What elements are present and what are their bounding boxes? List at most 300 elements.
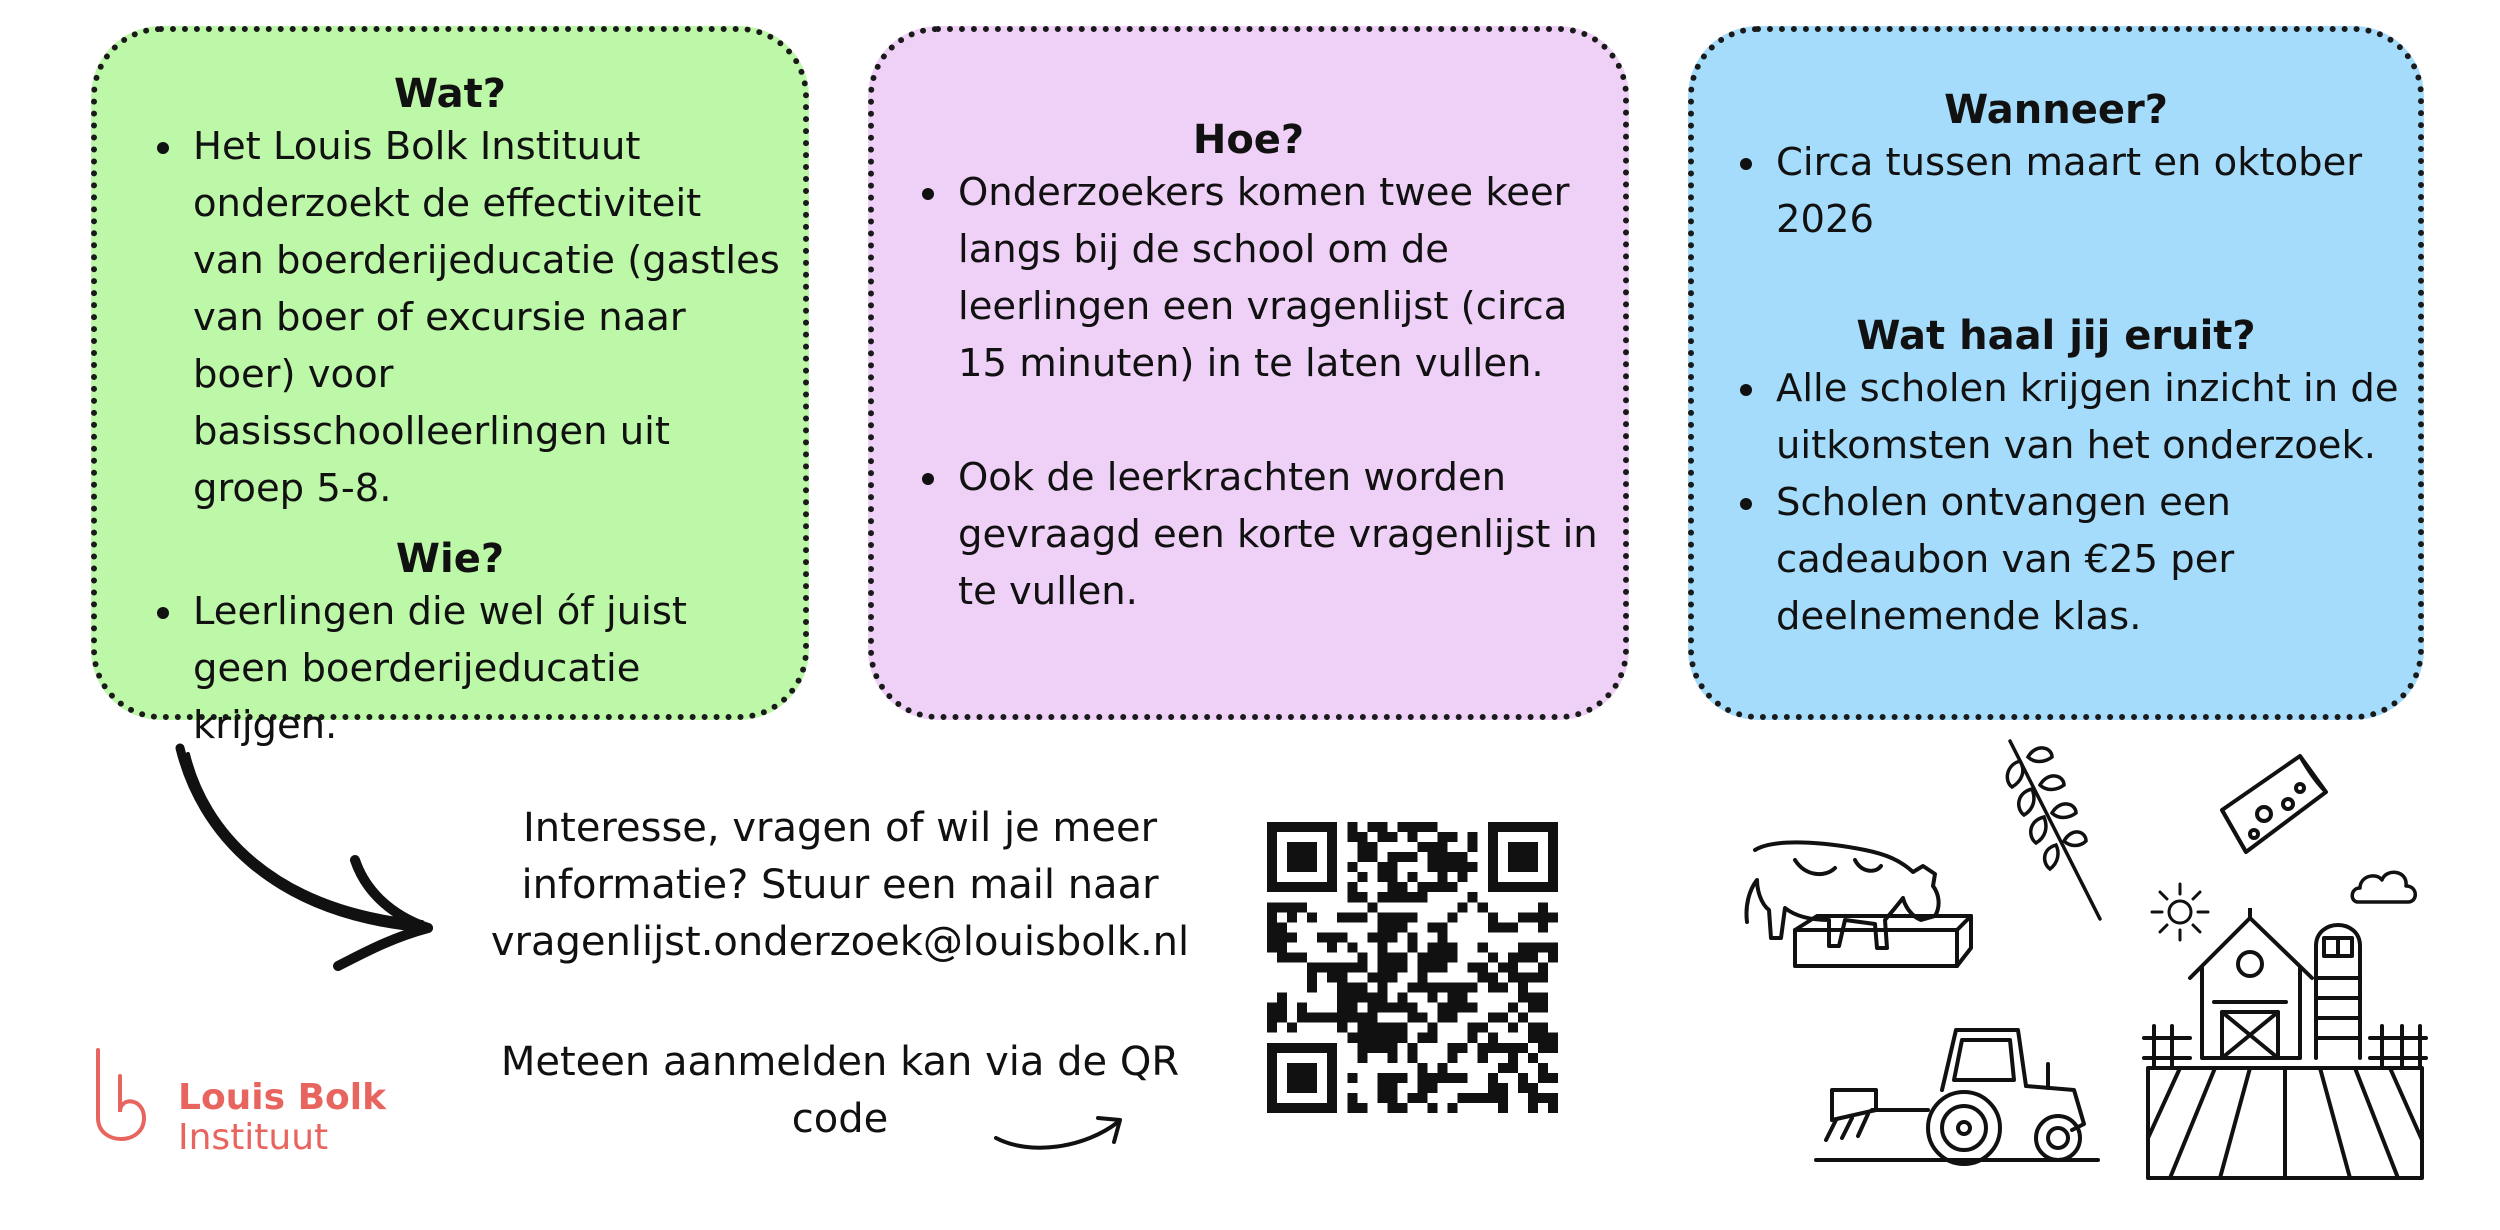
qr-module	[1267, 1103, 1277, 1113]
qr-module	[1448, 1013, 1458, 1023]
qr-module	[1418, 882, 1428, 892]
qr-module	[1498, 1103, 1508, 1113]
qr-module	[1428, 862, 1438, 872]
qr-module	[1538, 942, 1548, 952]
qr-module	[1307, 852, 1317, 862]
qr-module	[1387, 922, 1397, 932]
contact-line-1: Interesse, vragen of wil je meer	[522, 805, 1158, 851]
qr-module	[1377, 872, 1387, 882]
qr-module	[1297, 842, 1307, 852]
qr-module	[1347, 942, 1357, 952]
qr-module	[1518, 882, 1528, 892]
qr-module	[1548, 842, 1558, 852]
qr-module	[1367, 973, 1377, 983]
qr-module	[1287, 882, 1297, 892]
qr-module	[1458, 902, 1468, 912]
list-item: Ook de leerkrachten worden gevraagd een korte vragenlijst in te vullen.	[958, 449, 1603, 620]
qr-module	[1438, 1003, 1448, 1013]
qr-module	[1297, 1103, 1307, 1113]
qr-module	[1347, 822, 1357, 832]
qr-module	[1548, 832, 1558, 842]
qr-module	[1377, 922, 1387, 932]
qr-module	[1488, 1093, 1498, 1103]
qr-module	[1508, 1053, 1518, 1063]
qr-module	[1508, 952, 1518, 962]
qr-module	[1267, 862, 1277, 872]
qr-module	[1297, 1003, 1307, 1013]
qr-module	[1407, 983, 1417, 993]
qr-module	[1267, 852, 1277, 862]
list-item: Scholen ontvangen een cadeaubon van €25 per deelnemende klas.	[1776, 474, 2408, 645]
qr-module	[1357, 1033, 1367, 1043]
qr-module	[1528, 1103, 1538, 1113]
qr-module	[1377, 932, 1387, 942]
qr-module	[1508, 973, 1518, 983]
qr-module	[1468, 983, 1478, 993]
qr-module	[1518, 952, 1528, 962]
qr-module	[1367, 932, 1377, 942]
qr-module	[1337, 912, 1347, 922]
qr-module	[1428, 962, 1438, 972]
qr-module	[1528, 842, 1538, 852]
qr-module	[1448, 1053, 1458, 1063]
qr-module	[1528, 1053, 1538, 1063]
qr-module	[1448, 1043, 1458, 1053]
qr-module	[1367, 852, 1377, 862]
qr-module	[1438, 832, 1448, 842]
heading-wat-haal-jij-eruit: Wat haal jij eruit?	[1856, 313, 2256, 359]
qr-module	[1438, 842, 1448, 852]
qr-module	[1538, 1063, 1548, 1073]
qr-module	[1448, 993, 1458, 1003]
qr-module	[1387, 1093, 1397, 1103]
qr-module	[1347, 832, 1357, 842]
qr-module	[1448, 952, 1458, 962]
qr-module	[1438, 1063, 1448, 1073]
qr-module	[1438, 962, 1448, 972]
qr-code[interactable]	[1267, 822, 1558, 1113]
qr-module	[1438, 862, 1448, 872]
qr-module	[1267, 1013, 1277, 1023]
qr-module	[1267, 922, 1277, 932]
qr-module	[1397, 1073, 1407, 1083]
qr-module	[1538, 882, 1548, 892]
qr-module	[1468, 1093, 1478, 1103]
qr-module	[1307, 1073, 1317, 1083]
qr-module	[1357, 892, 1367, 902]
qr-module	[1478, 902, 1488, 912]
qr-module	[1337, 1003, 1347, 1013]
qr-module	[1418, 983, 1428, 993]
qr-module	[1498, 1093, 1508, 1103]
qr-module	[1448, 983, 1458, 993]
qr-module	[1468, 1033, 1478, 1043]
qr-module	[1297, 902, 1307, 912]
qr-module	[1548, 1093, 1558, 1103]
qr-module	[1317, 962, 1327, 972]
qr-module	[1267, 822, 1277, 832]
qr-module	[1488, 952, 1498, 962]
qr-module	[1307, 1063, 1317, 1073]
qr-module	[1418, 842, 1428, 852]
qr-module	[1538, 902, 1548, 912]
qr-module	[1267, 1043, 1277, 1053]
qr-module	[1347, 862, 1357, 872]
qr-module	[1337, 993, 1347, 1003]
list-wat	[97, 118, 803, 517]
qr-module	[1397, 1103, 1407, 1113]
qr-module	[1387, 973, 1397, 983]
qr-module	[1287, 822, 1297, 832]
qr-module	[1488, 973, 1498, 983]
qr-module	[1508, 1003, 1518, 1013]
qr-module	[1367, 822, 1377, 832]
qr-module	[1528, 862, 1538, 872]
qr-module	[1397, 952, 1407, 962]
qr-module	[1297, 882, 1307, 892]
qr-module	[1528, 852, 1538, 862]
qr-module	[1488, 1013, 1498, 1023]
qr-module	[1327, 852, 1337, 862]
qr-module	[1297, 1013, 1307, 1023]
qr-module	[1538, 1003, 1548, 1013]
qr-module	[1397, 962, 1407, 972]
qr-module	[1387, 952, 1397, 962]
qr-module	[1317, 1043, 1327, 1053]
qr-module	[1337, 983, 1347, 993]
qr-module	[1277, 952, 1287, 962]
qr-module	[1287, 912, 1297, 922]
qr-module	[1357, 983, 1367, 993]
qr-module	[1297, 852, 1307, 862]
qr-module	[1387, 1033, 1397, 1043]
qr-module	[1397, 922, 1407, 932]
qr-module	[1357, 952, 1367, 962]
qr-module	[1277, 882, 1287, 892]
qr-module	[1357, 832, 1367, 842]
qr-module	[1488, 872, 1498, 882]
qr-module	[1307, 973, 1317, 983]
qr-module	[1478, 973, 1488, 983]
qr-module	[1297, 862, 1307, 872]
qr-module	[1448, 882, 1458, 892]
qr-module	[1347, 1073, 1357, 1083]
qr-module	[1508, 1063, 1518, 1073]
qr-module	[1287, 902, 1297, 912]
qr-module	[1287, 1023, 1297, 1033]
qr-module	[1428, 1033, 1438, 1043]
qr-module	[1367, 1013, 1377, 1023]
qr-module	[1387, 862, 1397, 872]
qr-module	[1347, 962, 1357, 972]
qr-module	[1327, 1053, 1337, 1063]
qr-module	[1428, 1103, 1438, 1113]
qr-module	[1387, 852, 1397, 862]
qr-module	[1448, 832, 1458, 842]
qr-module	[1377, 1023, 1387, 1033]
qr-module	[1267, 1083, 1277, 1093]
qr-module	[1287, 1073, 1297, 1083]
qr-module	[1267, 1003, 1277, 1013]
qr-module	[1267, 1063, 1277, 1073]
qr-module	[1428, 842, 1438, 852]
qr-module	[1488, 1083, 1498, 1093]
qr-module	[1317, 882, 1327, 892]
qr-module	[1407, 1053, 1417, 1063]
logo-name-line-2: Instituut	[178, 1117, 329, 1158]
qr-module	[1307, 1043, 1317, 1053]
farm-barn-icon	[2140, 908, 2430, 1188]
qr-module	[1508, 1023, 1518, 1033]
list-item: Alle scholen krijgen inzicht in de uitkomsten van het onderzoek.	[1776, 360, 2408, 474]
qr-module	[1267, 872, 1277, 882]
qr-module	[1428, 993, 1438, 1003]
qr-module	[1508, 962, 1518, 972]
qr-module	[1377, 962, 1387, 972]
qr-module	[1377, 993, 1387, 1003]
qr-module	[1337, 962, 1347, 972]
qr-module	[1438, 983, 1448, 993]
qr-module	[1488, 882, 1498, 892]
qr-module	[1458, 862, 1468, 872]
qr-module	[1438, 922, 1448, 932]
list-wanneer	[1694, 134, 2418, 248]
qr-module	[1377, 1073, 1387, 1083]
qr-module	[1287, 1063, 1297, 1073]
qr-module	[1367, 993, 1377, 1003]
qr-module	[1367, 842, 1377, 852]
qr-module	[1347, 983, 1357, 993]
qr-module	[1287, 862, 1297, 872]
qr-module	[1267, 882, 1277, 892]
qr-module	[1407, 912, 1417, 922]
qr-module	[1387, 1053, 1397, 1063]
qr-module	[1508, 842, 1518, 852]
qr-module	[1528, 1003, 1538, 1013]
qr-module	[1377, 832, 1387, 842]
qr-module	[1448, 1003, 1458, 1013]
qr-module	[1347, 1033, 1357, 1043]
qr-module	[1287, 1103, 1297, 1113]
qr-module	[1317, 822, 1327, 832]
qr-module	[1468, 842, 1478, 852]
qr-module	[1277, 1043, 1287, 1053]
qr-module	[1357, 912, 1367, 922]
qr-module	[1488, 842, 1498, 852]
qr-module	[1397, 822, 1407, 832]
qr-module	[1307, 962, 1317, 972]
qr-module	[1488, 912, 1498, 922]
qr-module	[1478, 1023, 1488, 1033]
qr-module	[1327, 872, 1337, 882]
qr-module	[1377, 973, 1387, 983]
qr-module	[1387, 882, 1397, 892]
qr-module	[1277, 1103, 1287, 1113]
qr-module	[1548, 912, 1558, 922]
qr-module	[1387, 872, 1397, 882]
qr-module	[1327, 1093, 1337, 1103]
qr-module	[1428, 983, 1438, 993]
qr-module	[1387, 1073, 1397, 1083]
qr-module	[1538, 1093, 1548, 1103]
qr-module	[1307, 983, 1317, 993]
qr-module	[1518, 1013, 1528, 1023]
qr-module	[1297, 952, 1307, 962]
qr-module	[1518, 912, 1528, 922]
qr-module	[1397, 993, 1407, 1003]
contact-email[interactable]: vragenlijst.onderzoek@louisbolk.nl	[490, 919, 1190, 965]
qr-module	[1407, 942, 1417, 952]
qr-module	[1297, 1063, 1307, 1073]
qr-module	[1327, 962, 1337, 972]
cow-icon	[1735, 820, 1985, 980]
qr-module	[1418, 1093, 1428, 1103]
qr-module	[1267, 1023, 1277, 1033]
qr-module	[1428, 1023, 1438, 1033]
qr-module	[1528, 1033, 1538, 1043]
qr-module	[1528, 942, 1538, 952]
qr-module	[1538, 1023, 1548, 1033]
list-item: Circa tussen maart en oktober 2026	[1776, 134, 2408, 248]
qr-module	[1528, 822, 1538, 832]
qr-module	[1307, 1083, 1317, 1093]
qr-module	[1367, 1033, 1377, 1043]
qr-module	[1367, 1003, 1377, 1013]
qr-module	[1498, 922, 1508, 932]
qr-module	[1397, 1023, 1407, 1033]
qr-module	[1518, 852, 1528, 862]
qr-module	[1327, 862, 1337, 872]
small-arrow-icon	[990, 1108, 1140, 1158]
qr-module	[1488, 1043, 1498, 1053]
qr-module	[1307, 1013, 1317, 1023]
qr-module	[1518, 993, 1528, 1003]
qr-module	[1448, 912, 1458, 922]
qr-module	[1468, 1003, 1478, 1013]
qr-module	[1277, 932, 1287, 942]
qr-module	[1287, 842, 1297, 852]
qr-module	[1458, 993, 1468, 1003]
qr-module	[1478, 942, 1488, 952]
qr-module	[1508, 882, 1518, 892]
qr-module	[1357, 993, 1367, 1003]
qr-module	[1438, 942, 1448, 952]
qr-module	[1397, 1033, 1407, 1043]
qr-module	[1418, 1063, 1428, 1073]
list-item: Het Louis Bolk Instituut onderzoekt de effectiviteit van boerderijeducatie (gastles van boer of excursie naar boer) voor basisschoolleerlingen uit groep 5-8.	[193, 118, 783, 517]
qr-module	[1357, 872, 1367, 882]
qr-module	[1458, 872, 1468, 882]
qr-module	[1518, 1043, 1528, 1053]
qr-module	[1548, 1103, 1558, 1113]
qr-module	[1277, 1003, 1287, 1013]
qr-module	[1347, 892, 1357, 902]
qr-module	[1327, 1073, 1337, 1083]
qr-module	[1377, 912, 1387, 922]
qr-module	[1528, 993, 1538, 1003]
qr-module	[1438, 1013, 1448, 1023]
qr-module	[1387, 932, 1397, 942]
card-hoe	[868, 26, 1629, 720]
qr-module	[1397, 892, 1407, 902]
qr-module	[1518, 1083, 1528, 1093]
qr-module	[1538, 1073, 1548, 1083]
qr-module	[1418, 822, 1428, 832]
qr-module	[1528, 882, 1538, 892]
qr-module	[1307, 1103, 1317, 1113]
qr-module	[1428, 942, 1438, 952]
qr-module	[1347, 1003, 1357, 1013]
list-wie	[97, 583, 803, 754]
qr-module	[1428, 822, 1438, 832]
qr-module	[1277, 942, 1287, 952]
qr-module	[1307, 882, 1317, 892]
arrow-icon	[160, 730, 450, 980]
qr-module	[1277, 822, 1287, 832]
qr-module	[1387, 962, 1397, 972]
qr-module	[1377, 1033, 1387, 1043]
qr-module	[1548, 882, 1558, 892]
louis-bolk-logo	[88, 1040, 388, 1160]
qr-module	[1307, 862, 1317, 872]
qr-module	[1357, 1103, 1367, 1113]
qr-module	[1407, 1043, 1417, 1053]
qr-module	[1377, 952, 1387, 962]
qr-module	[1377, 1083, 1387, 1093]
qr-module	[1548, 872, 1558, 882]
qr-module	[1508, 922, 1518, 932]
qr-module	[1407, 852, 1417, 862]
qr-module	[1297, 1083, 1307, 1093]
qr-module	[1397, 882, 1407, 892]
qr-module	[1327, 932, 1337, 942]
qr-module	[1267, 832, 1277, 842]
qr-module	[1508, 822, 1518, 832]
qr-module	[1357, 1053, 1367, 1063]
qr-module	[1267, 902, 1277, 912]
qr-module	[1327, 1063, 1337, 1073]
qr-module	[1337, 932, 1347, 942]
qr-module	[1357, 962, 1367, 972]
qr-module	[1407, 892, 1417, 902]
list-hoe	[874, 164, 1623, 620]
qr-module	[1538, 962, 1548, 972]
qr-module	[1508, 852, 1518, 862]
qr-module	[1518, 822, 1528, 832]
qr-module	[1538, 822, 1548, 832]
qr-module	[1317, 1103, 1327, 1113]
qr-module	[1528, 912, 1538, 922]
qr-module	[1428, 852, 1438, 862]
list-wat-haal	[1694, 360, 2418, 645]
qr-module	[1528, 952, 1538, 962]
qr-module	[1327, 942, 1337, 952]
contact-line-2: informatie? Stuur een mail naar	[521, 862, 1159, 908]
cloud-icon	[2348, 862, 2422, 910]
qr-module	[1498, 983, 1508, 993]
qr-module	[1327, 832, 1337, 842]
cheese-icon	[2212, 748, 2337, 868]
qr-module	[1438, 952, 1448, 962]
heading-hoe: Hoe?	[1192, 117, 1305, 163]
qr-module	[1397, 912, 1407, 922]
qr-module	[1428, 922, 1438, 932]
logo-name-line-1: Louis Bolk	[178, 1077, 387, 1118]
qr-module	[1327, 1043, 1337, 1053]
qr-module	[1488, 983, 1498, 993]
qr-module	[1327, 1083, 1337, 1093]
qr-module	[1548, 1043, 1558, 1053]
